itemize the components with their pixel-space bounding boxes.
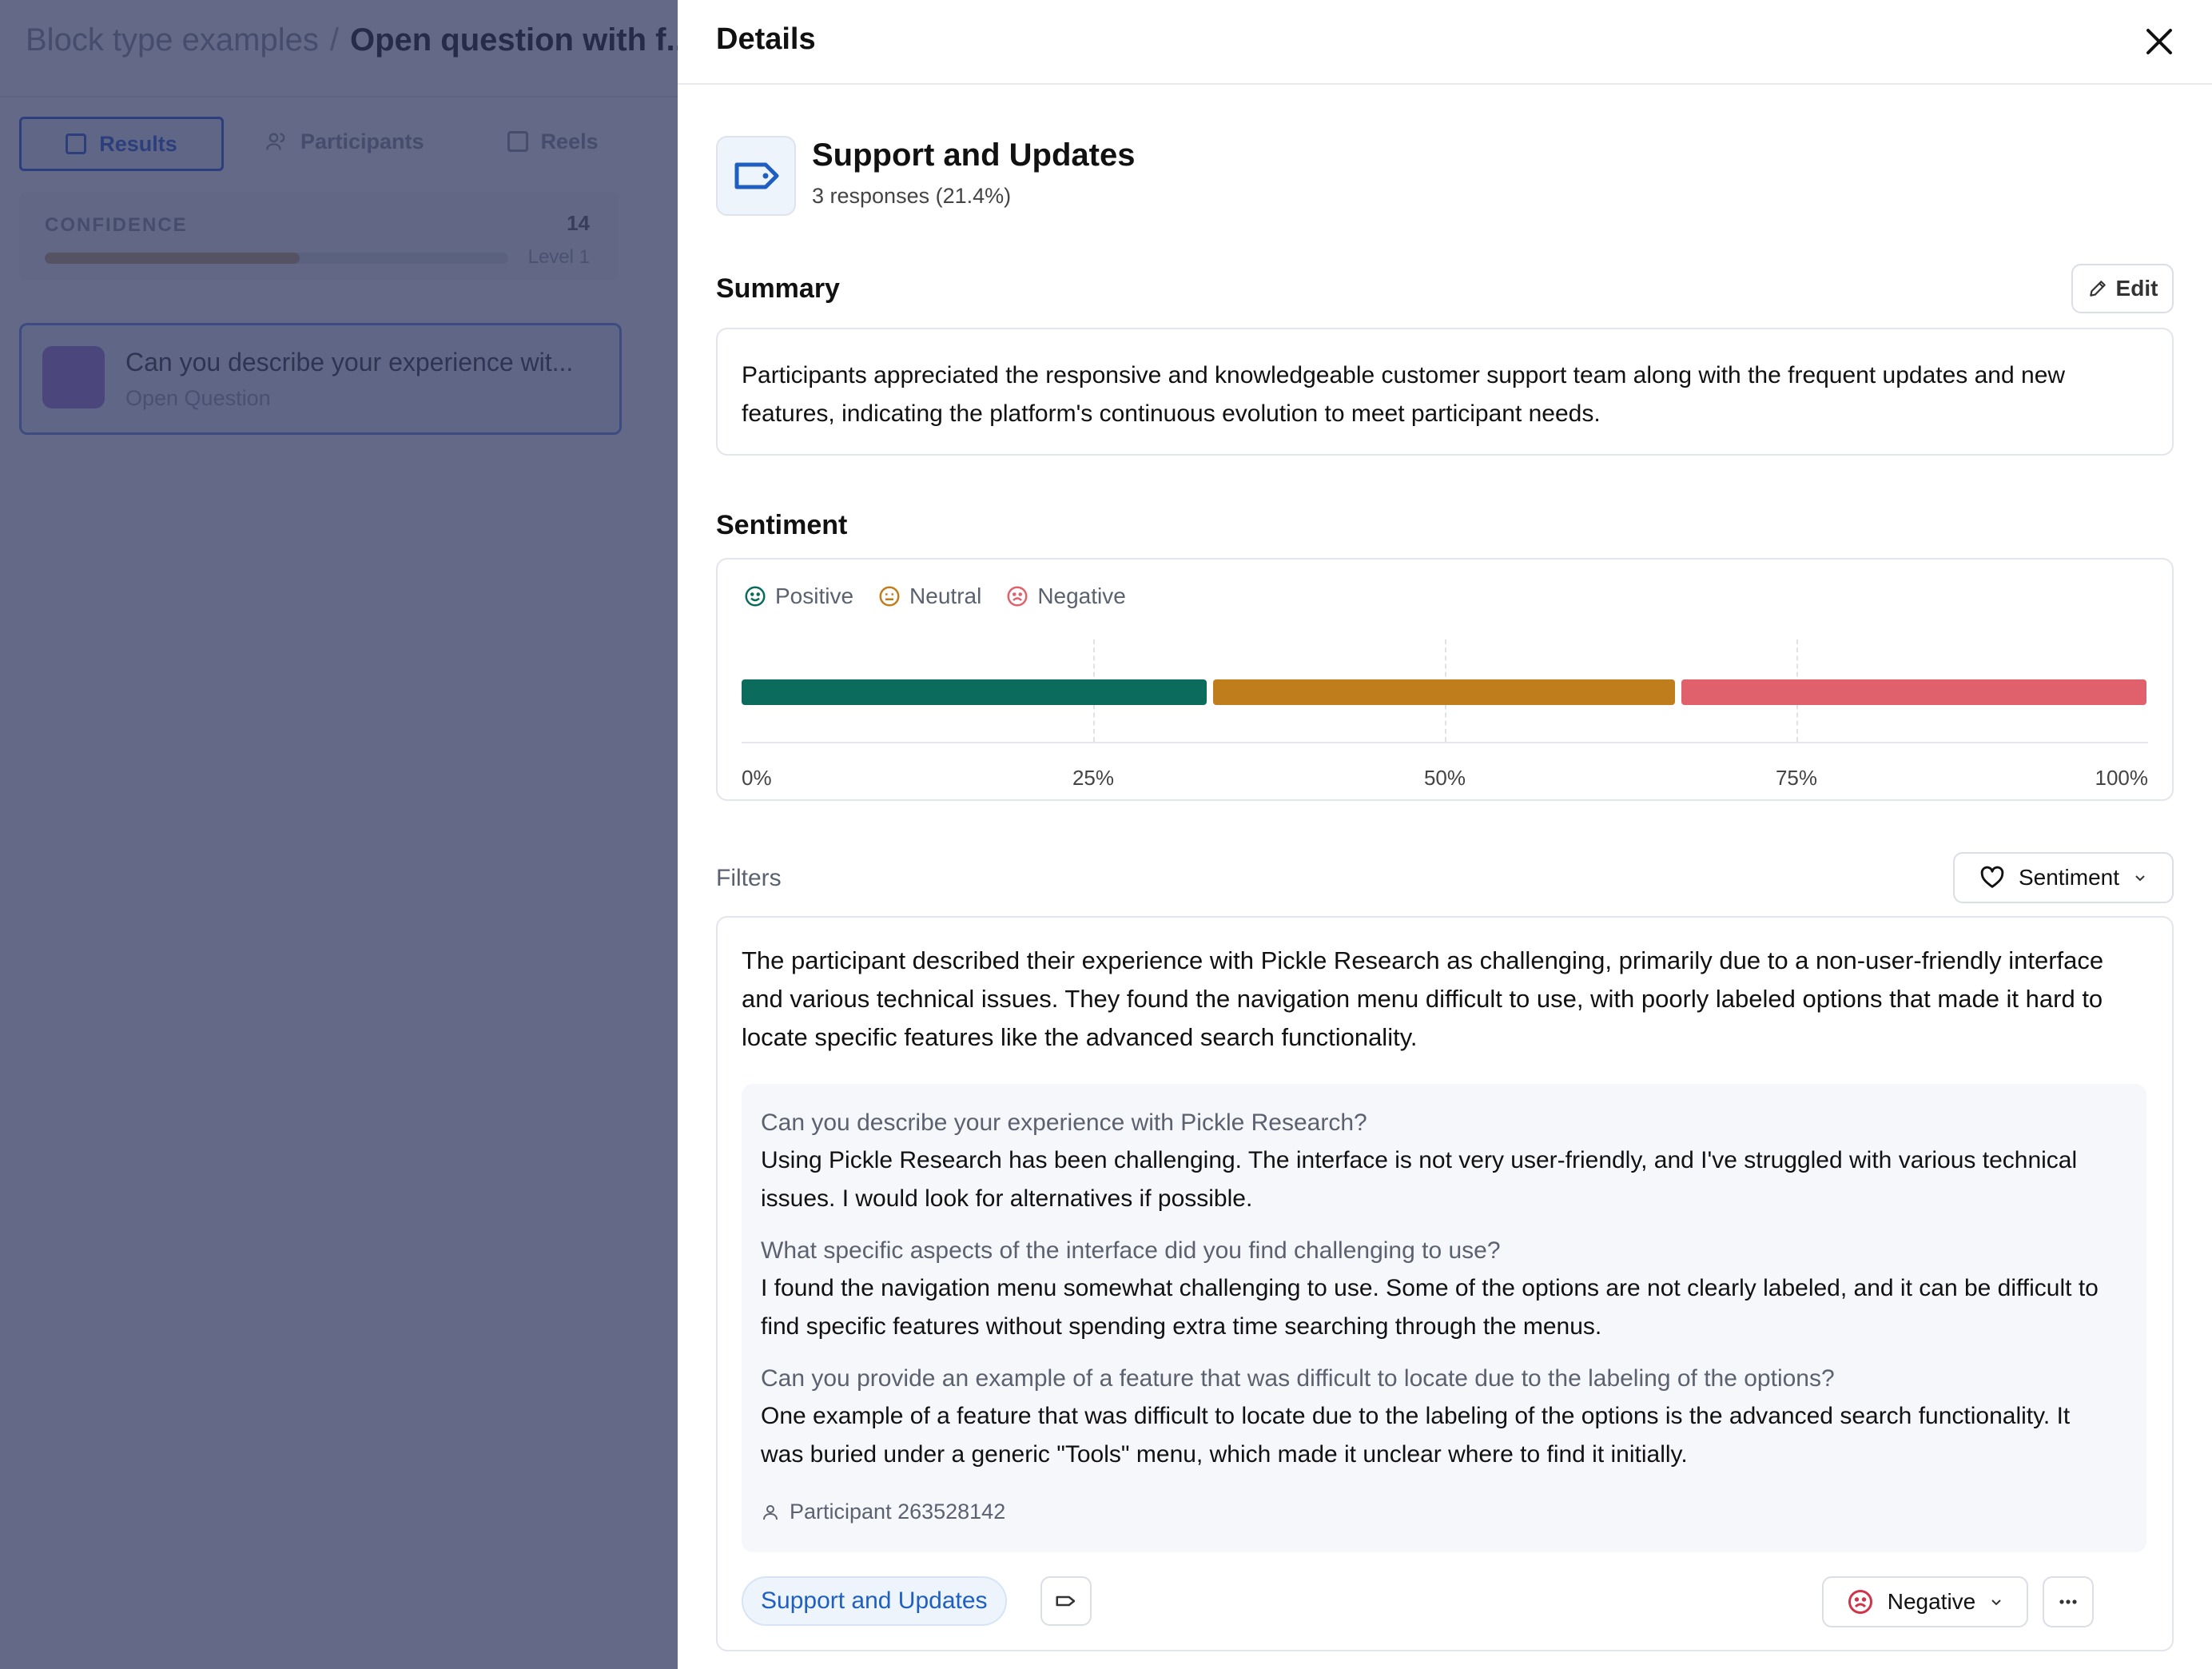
legend-positive-label: Positive [775, 584, 854, 608]
qa-question: Can you describe your experience with Pickle Research? [761, 1109, 1367, 1136]
summary-box [716, 328, 2174, 456]
edit-button[interactable] [2071, 264, 2174, 313]
chevron-down-icon [1988, 1594, 2004, 1610]
add-tag-button[interactable] [1040, 1576, 1092, 1626]
response-card [716, 916, 2174, 1651]
neutral-face-icon [877, 584, 901, 608]
qa-item [761, 1105, 2115, 1218]
sentiment-bar-chart [742, 639, 2148, 799]
participant-id: Participant 263528142 [790, 1500, 1006, 1524]
chart-x-axis [742, 742, 2148, 743]
chart-tick-label: 0% [742, 766, 772, 790]
sentiment-chart-box [716, 558, 2174, 801]
heart-icon [1979, 864, 2006, 891]
qa-item [761, 1233, 2115, 1346]
user-icon [761, 1503, 780, 1522]
sentiment-legend [743, 584, 1126, 609]
legend-positive [743, 584, 853, 609]
chart-tick-label: 50% [1423, 766, 1466, 790]
panel-header [678, 0, 2212, 85]
more-horizontal-icon [2056, 1590, 2080, 1614]
participant-link[interactable] [761, 1500, 1005, 1524]
frown-icon [1005, 584, 1029, 608]
smile-icon [743, 584, 767, 608]
chart-tick-label: 75% [1775, 766, 1818, 790]
sentiment-heading: Sentiment [716, 510, 848, 540]
summary-heading: Summary [716, 273, 840, 304]
panel-title: Details [716, 22, 816, 56]
legend-neutral-label: Neutral [909, 584, 982, 608]
theme-icon-box [716, 136, 796, 216]
details-panel [678, 0, 2212, 1669]
qa-answer: I found the navigation menu somewhat challenging to use. Some of the options are not clearly labeled, and it can be difficult to find specific features without spending extra time searching through the menus. [761, 1275, 2099, 1340]
chart-tick-label: 25% [1072, 766, 1115, 790]
sentiment-bar-positive[interactable] [742, 679, 1207, 705]
sentiment-filter-label: Sentiment [2018, 865, 2120, 890]
legend-negative-label: Negative [1037, 584, 1126, 608]
theme-title: Support and Updates [812, 137, 1136, 173]
legend-neutral [877, 584, 981, 609]
transcript-box [742, 1084, 2146, 1552]
qa-question: What specific aspects of the interface did you find challenging to use? [761, 1237, 1501, 1264]
chart-tick-label: 100% [2095, 766, 2148, 790]
theme-tag-chip[interactable]: Support and Updates [742, 1576, 1007, 1626]
qa-answer: Using Pickle Research has been challenging. The interface is not very user-friendly, and I've struggled with various technical issues. I would look for alternatives if possible. [761, 1147, 2078, 1212]
close-icon [2138, 21, 2180, 62]
legend-negative [1005, 584, 1126, 609]
frown-icon [1846, 1587, 1875, 1616]
pencil-icon [2087, 278, 2108, 299]
response-sentiment-dropdown[interactable] [1822, 1576, 2028, 1627]
edit-button-label: Edit [2115, 276, 2158, 301]
sentiment-bar-neutral[interactable] [1213, 679, 1675, 705]
more-options-button[interactable] [2043, 1576, 2094, 1627]
tag-icon [1054, 1589, 1078, 1613]
response-summary: The participant described their experience with Pickle Research as challenging, primarily due to a non-user-friendly interface and various technical issues. They found the navigation menu difficult to use, with poorly labeled options that made it hard to locate specific features like the advanced search functionality. [742, 946, 2104, 1051]
qa-item [761, 1360, 2115, 1474]
close-button[interactable] [2138, 21, 2180, 62]
chevron-down-icon [2132, 870, 2148, 886]
theme-response-count: 3 responses (21.4%) [812, 184, 1012, 208]
response-sentiment-label: Negative [1887, 1589, 1976, 1614]
filters-label: Filters [716, 865, 782, 891]
tag-icon [718, 137, 794, 214]
summary-text: Participants appreciated the responsive and knowledgeable customer support team along with the frequent updates and new features, indicating the platform's continuous evolution to meet participant needs. [742, 362, 2066, 427]
sentiment-filter-dropdown[interactable] [1953, 852, 2174, 903]
qa-answer: One example of a feature that was difficult to locate due to the labeling of the options is the advanced search functionality. It was buried under a generic "Tools" menu, which made it unclear where to find it initially. [761, 1403, 2071, 1468]
sentiment-bar-negative[interactable] [1681, 679, 2146, 705]
qa-question: Can you provide an example of a feature that was difficult to locate due to the labeling of the options? [761, 1365, 1835, 1392]
